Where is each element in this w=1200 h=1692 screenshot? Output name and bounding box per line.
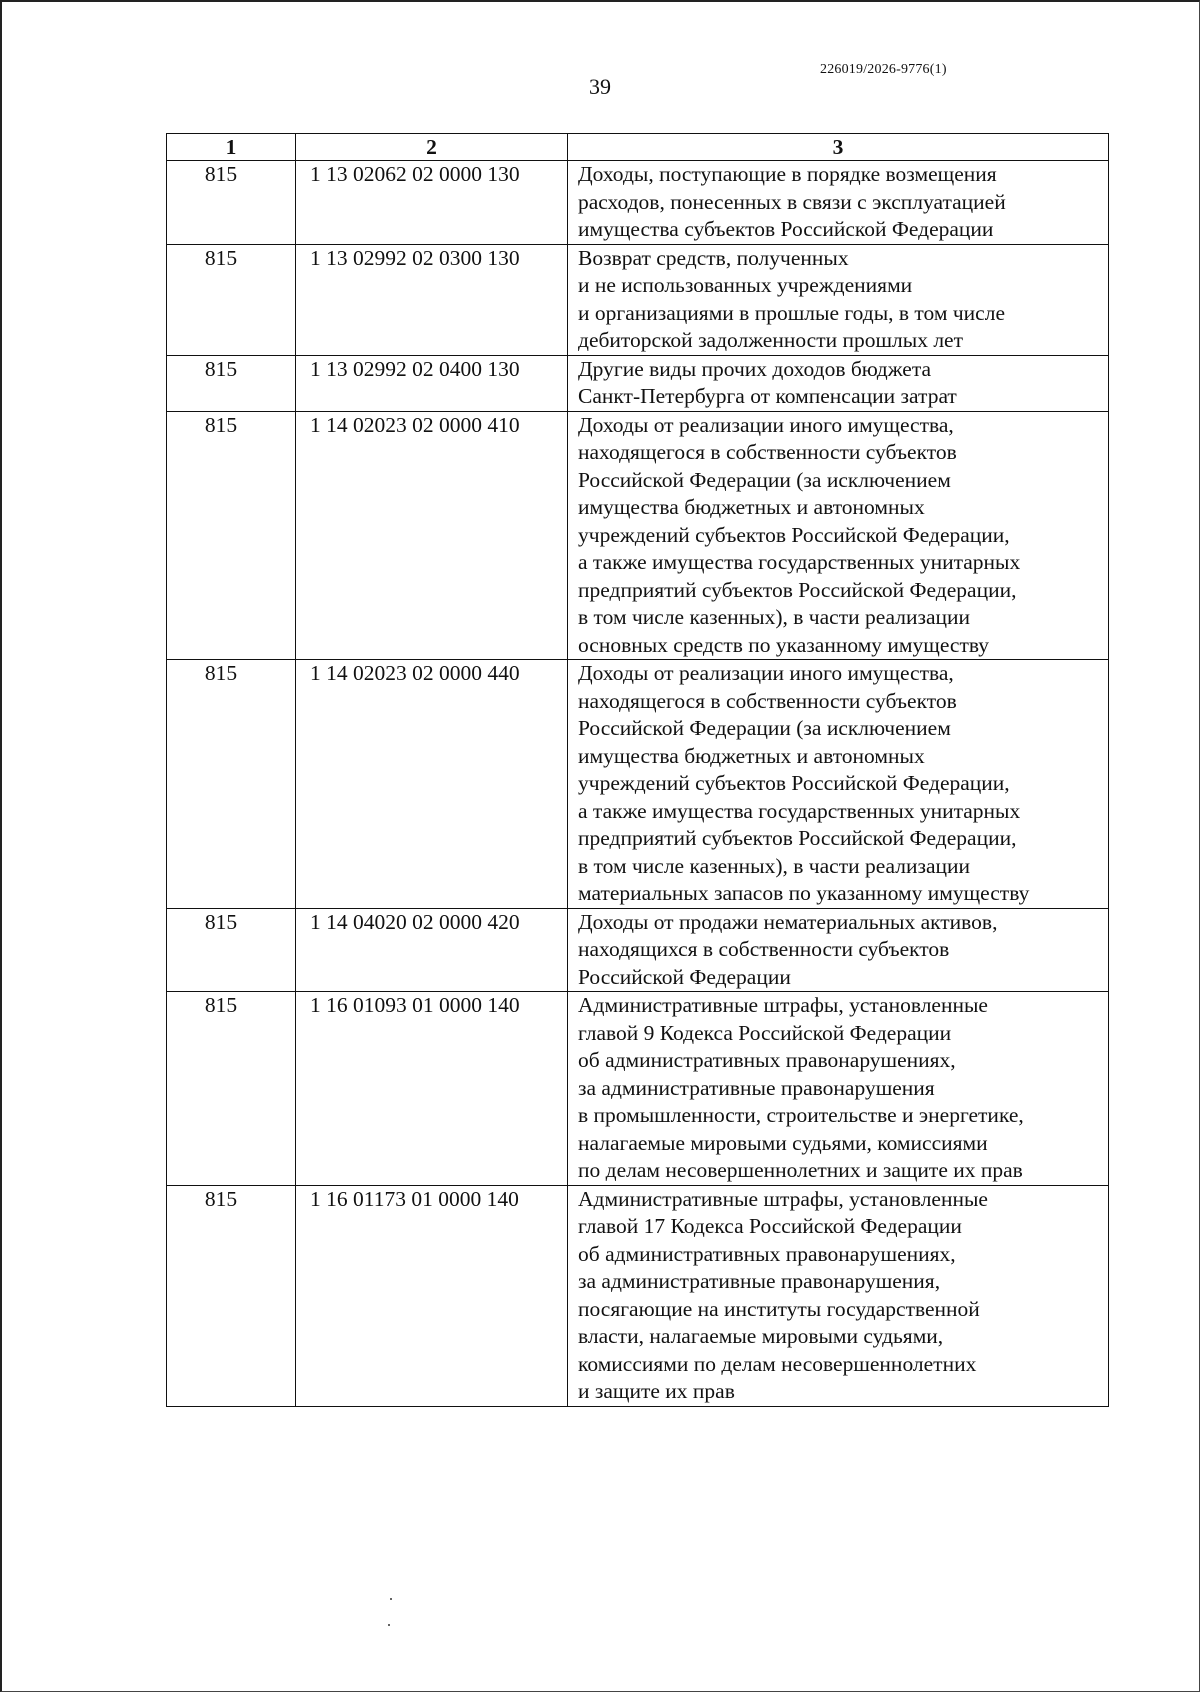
revenue-description-cell xyxy=(568,992,1109,1186)
description-line: и не использованных учреждениями xyxy=(578,273,913,297)
table-body xyxy=(167,161,1109,1407)
description-line: комиссиями по делам несовершеннолетних xyxy=(578,1351,977,1376)
revenue-description-cell xyxy=(568,161,1109,245)
admin-code-cell: 815 xyxy=(167,908,296,992)
description-line: находящегося в собственности субъектов xyxy=(578,440,957,464)
description-line: в том числе казенных), в части реализации xyxy=(578,605,971,629)
description-line: имущества бюджетных и автономных xyxy=(578,495,925,519)
revenue-description-cell xyxy=(568,1185,1109,1406)
admin-code-cell: 815 xyxy=(167,660,296,909)
description-line: по делам несовершеннолетних и защите их прав xyxy=(578,1158,1023,1182)
description-line: Административные штрафы, установленные xyxy=(578,993,988,1017)
description-line: и организациями в прошлые годы, в том числе xyxy=(578,300,1005,325)
description-line: Другие виды прочих доходов бюджета xyxy=(578,356,932,381)
description-line: Доходы, поступающие в порядке возмещения xyxy=(578,162,997,186)
table-row xyxy=(167,244,1109,355)
admin-code-cell: 815 xyxy=(167,411,296,660)
table-row xyxy=(167,161,1109,245)
revenue-description-cell xyxy=(568,908,1109,992)
description-line: а также имущества государственных унитарных xyxy=(578,798,1021,823)
description-line: расходов, понесенных в связи с эксплуатацией xyxy=(578,189,1006,214)
description-line: находящегося в собственности субъектов xyxy=(578,688,957,713)
admin-code-cell: 815 xyxy=(167,1185,296,1406)
column-header-2: 2 xyxy=(296,134,568,161)
description-line: Российской Федерации xyxy=(578,964,791,989)
description-line: Доходы от реализации иного имущества, xyxy=(578,661,954,685)
description-line: а также имущества государственных унитарных xyxy=(578,550,1021,574)
description-line: об административных правонарушениях, xyxy=(578,1241,956,1266)
description-line: имущества субъектов Российской Федерации xyxy=(578,217,994,241)
description-line: главой 17 Кодекса Российской Федерации xyxy=(578,1214,962,1238)
description-line: налагаемые мировыми судьями, комиссиями xyxy=(578,1130,988,1155)
admin-code-cell: 815 xyxy=(167,992,296,1186)
scan-specks xyxy=(388,1598,392,1628)
table-header-row xyxy=(167,134,1109,161)
description-line: Доходы от реализации иного имущества, xyxy=(578,412,954,437)
table-row xyxy=(167,355,1109,411)
revenue-description-cell xyxy=(568,411,1109,660)
table-row xyxy=(167,992,1109,1186)
revenue-code-cell: 1 16 01093 01 0000 140 xyxy=(296,992,568,1186)
description-line: учреждений субъектов Российской Федерации, xyxy=(578,771,1010,795)
revenue-code-cell: 1 13 02992 02 0400 130 xyxy=(296,355,568,411)
description-line: и защите их прав xyxy=(578,1379,735,1403)
description-line: Возврат средств, полученных xyxy=(578,245,849,270)
description-line: Российской Федерации (за исключением xyxy=(578,467,951,492)
admin-code-cell: 815 xyxy=(167,161,296,245)
document-id: 226019/2026-9776(1) xyxy=(820,62,947,77)
revenue-code-cell: 1 13 02062 02 0000 130 xyxy=(296,161,568,245)
column-header-3: 3 xyxy=(568,134,1109,161)
description-line: Доходы от продажи нематериальных активов, xyxy=(578,909,998,934)
description-line: посягающие на институты государственной xyxy=(578,1296,980,1321)
admin-code-cell: 815 xyxy=(167,355,296,411)
description-line: главой 9 Кодекса Российской Федерации xyxy=(578,1020,952,1045)
table-row xyxy=(167,908,1109,992)
admin-code-cell: 815 xyxy=(167,244,296,355)
description-line: за административные правонарушения xyxy=(578,1075,935,1100)
description-line: власти, налагаемые мировыми судьями, xyxy=(578,1324,944,1348)
description-line: предприятий субъектов Российской Федерации, xyxy=(578,577,1017,602)
description-line: учреждений субъектов Российской Федерации, xyxy=(578,522,1010,547)
description-line: основных средств по указанному имуществу xyxy=(578,632,990,657)
description-line: находящихся в собственности субъектов xyxy=(578,937,950,961)
description-line: дебиторской задолженности прошлых лет xyxy=(578,328,963,352)
revenue-codes-table xyxy=(166,133,1109,1407)
description-line: имущества бюджетных и автономных xyxy=(578,743,925,768)
page-number: 39 xyxy=(589,74,611,99)
description-line: Российской Федерации (за исключением xyxy=(578,716,951,740)
description-line: в том числе казенных), в части реализации xyxy=(578,853,971,878)
revenue-code-cell: 1 14 04020 02 0000 420 xyxy=(296,908,568,992)
description-line: материальных запасов по указанному имуществу xyxy=(578,881,1030,905)
description-line: в промышленности, строительстве и энергетике, xyxy=(578,1103,1024,1127)
description-line: Административные штрафы, установленные xyxy=(578,1186,988,1211)
table-row xyxy=(167,411,1109,660)
revenue-description-cell xyxy=(568,244,1109,355)
table-row xyxy=(167,1185,1109,1406)
description-line: предприятий субъектов Российской Федерации, xyxy=(578,826,1017,850)
column-header-1: 1 xyxy=(167,134,296,161)
revenue-description-cell xyxy=(568,355,1109,411)
description-line: об административных правонарушениях, xyxy=(578,1048,956,1072)
description-line: Санкт-Петербурга от компенсации затрат xyxy=(578,384,957,408)
revenue-code-cell: 1 14 02023 02 0000 410 xyxy=(296,411,568,660)
revenue-code-cell: 1 13 02992 02 0300 130 xyxy=(296,244,568,355)
revenue-code-cell: 1 16 01173 01 0000 140 xyxy=(296,1185,568,1406)
table-row xyxy=(167,660,1109,909)
revenue-description-cell xyxy=(568,660,1109,909)
description-line: за административные правонарушения, xyxy=(578,1269,941,1293)
revenue-code-cell: 1 14 02023 02 0000 440 xyxy=(296,660,568,909)
